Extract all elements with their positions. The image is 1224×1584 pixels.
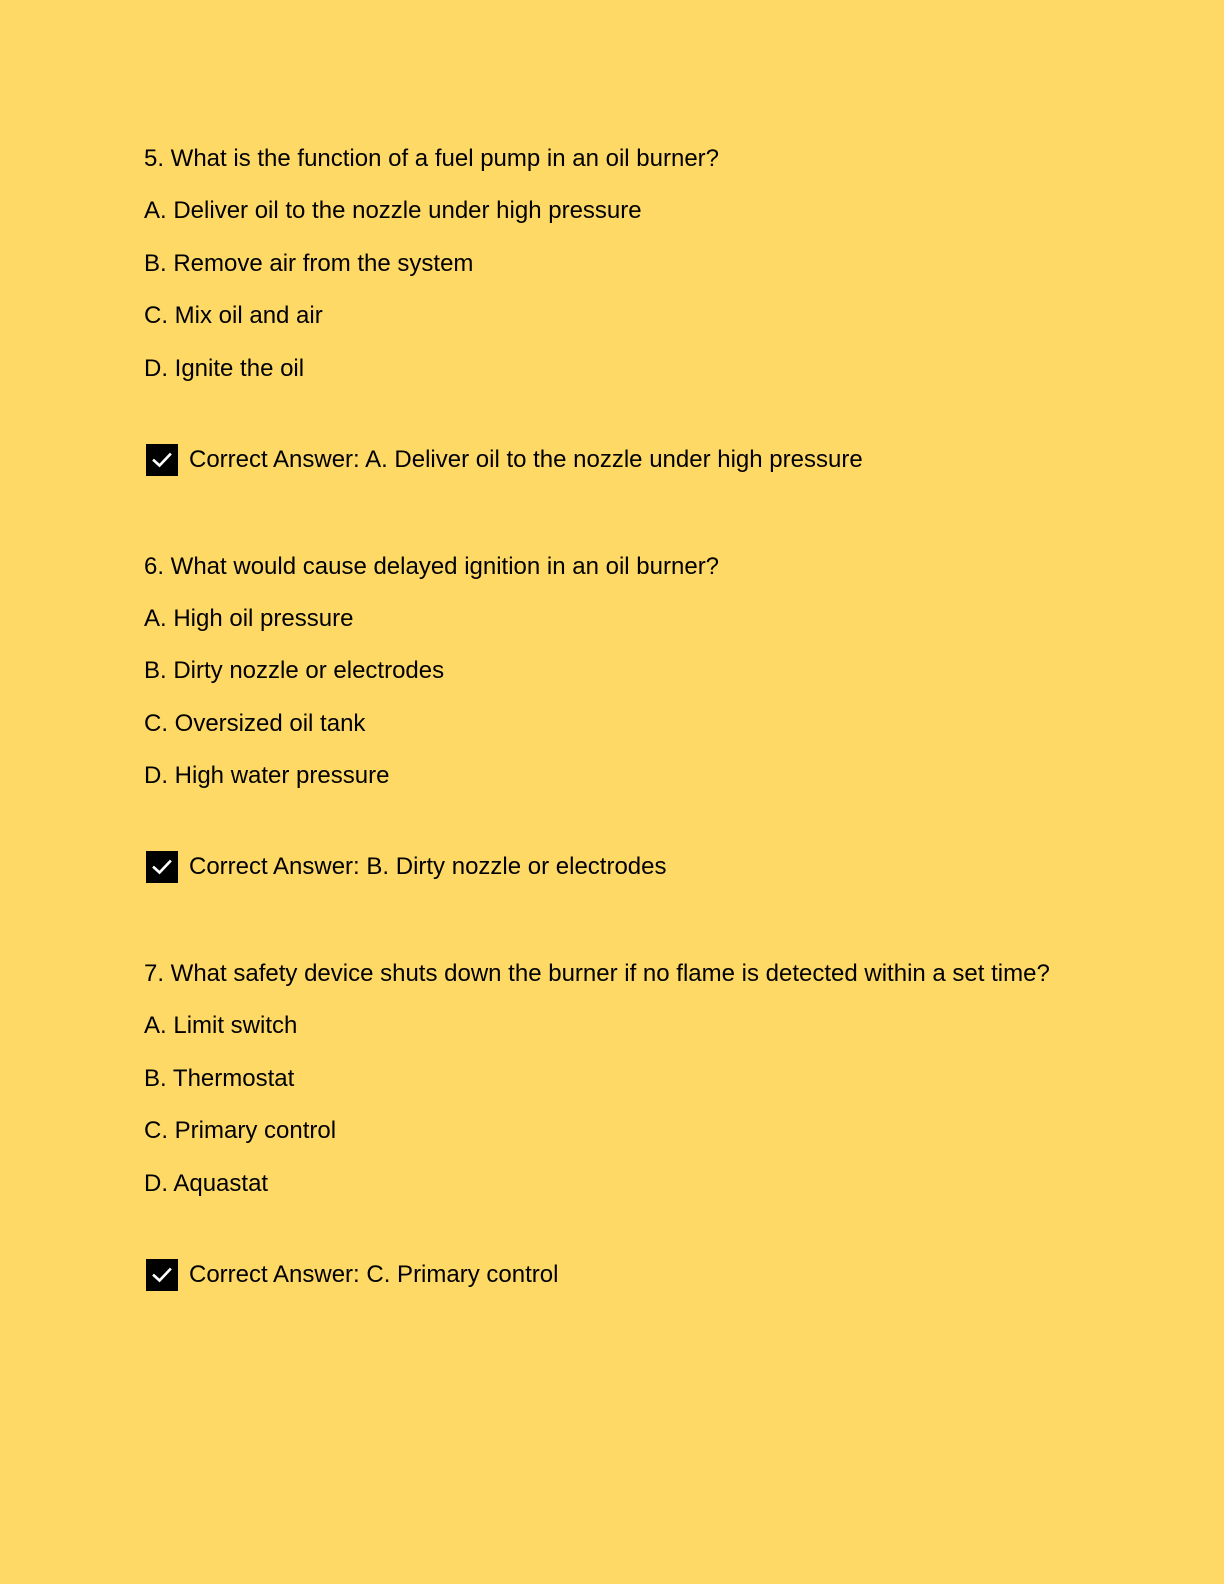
option-a: A. High oil pressure xyxy=(144,604,354,632)
correct-answer-text: Correct Answer: C. Primary control xyxy=(189,1260,559,1288)
question-block-6 xyxy=(144,549,1084,886)
correct-answer-text: Correct Answer: A. Deliver oil to the nozzle under high pressure xyxy=(189,445,863,473)
question-text: 5. What is the function of a fuel pump in an oil burner? xyxy=(144,145,720,172)
question-block-5 xyxy=(144,141,1084,478)
check-mark-icon xyxy=(146,444,178,476)
option-c: C. Oversized oil tank xyxy=(144,709,366,737)
option-b: B. Thermostat xyxy=(144,1064,295,1092)
option-a: A. Limit switch xyxy=(144,1012,298,1039)
question-text: 7. What safety device shuts down the burner if no flame is detected within a set time? xyxy=(144,960,1050,987)
question-text: 6. What would cause delayed ignition in an oil burner? xyxy=(144,552,720,580)
check-mark-icon xyxy=(146,851,178,883)
quiz-page xyxy=(144,141,1084,1364)
option-d: D. High water pressure xyxy=(144,762,390,789)
correct-answer xyxy=(146,442,1084,478)
option-b: B. Remove air from the system xyxy=(144,249,474,277)
question-block-7 xyxy=(144,956,1084,1293)
correct-answer xyxy=(146,1257,1084,1293)
option-d: D. Ignite the oil xyxy=(144,354,305,382)
check-mark-icon xyxy=(146,1259,178,1291)
correct-answer xyxy=(146,849,1084,885)
option-a: A. Deliver oil to the nozzle under high pressure xyxy=(144,197,642,224)
option-d: D. Aquastat xyxy=(144,1169,269,1197)
correct-answer-text: Correct Answer: B. Dirty nozzle or electrodes xyxy=(189,853,667,880)
option-b: B. Dirty nozzle or electrodes xyxy=(144,657,445,684)
option-c: C. Mix oil and air xyxy=(144,302,323,329)
option-c: C. Primary control xyxy=(144,1117,337,1144)
